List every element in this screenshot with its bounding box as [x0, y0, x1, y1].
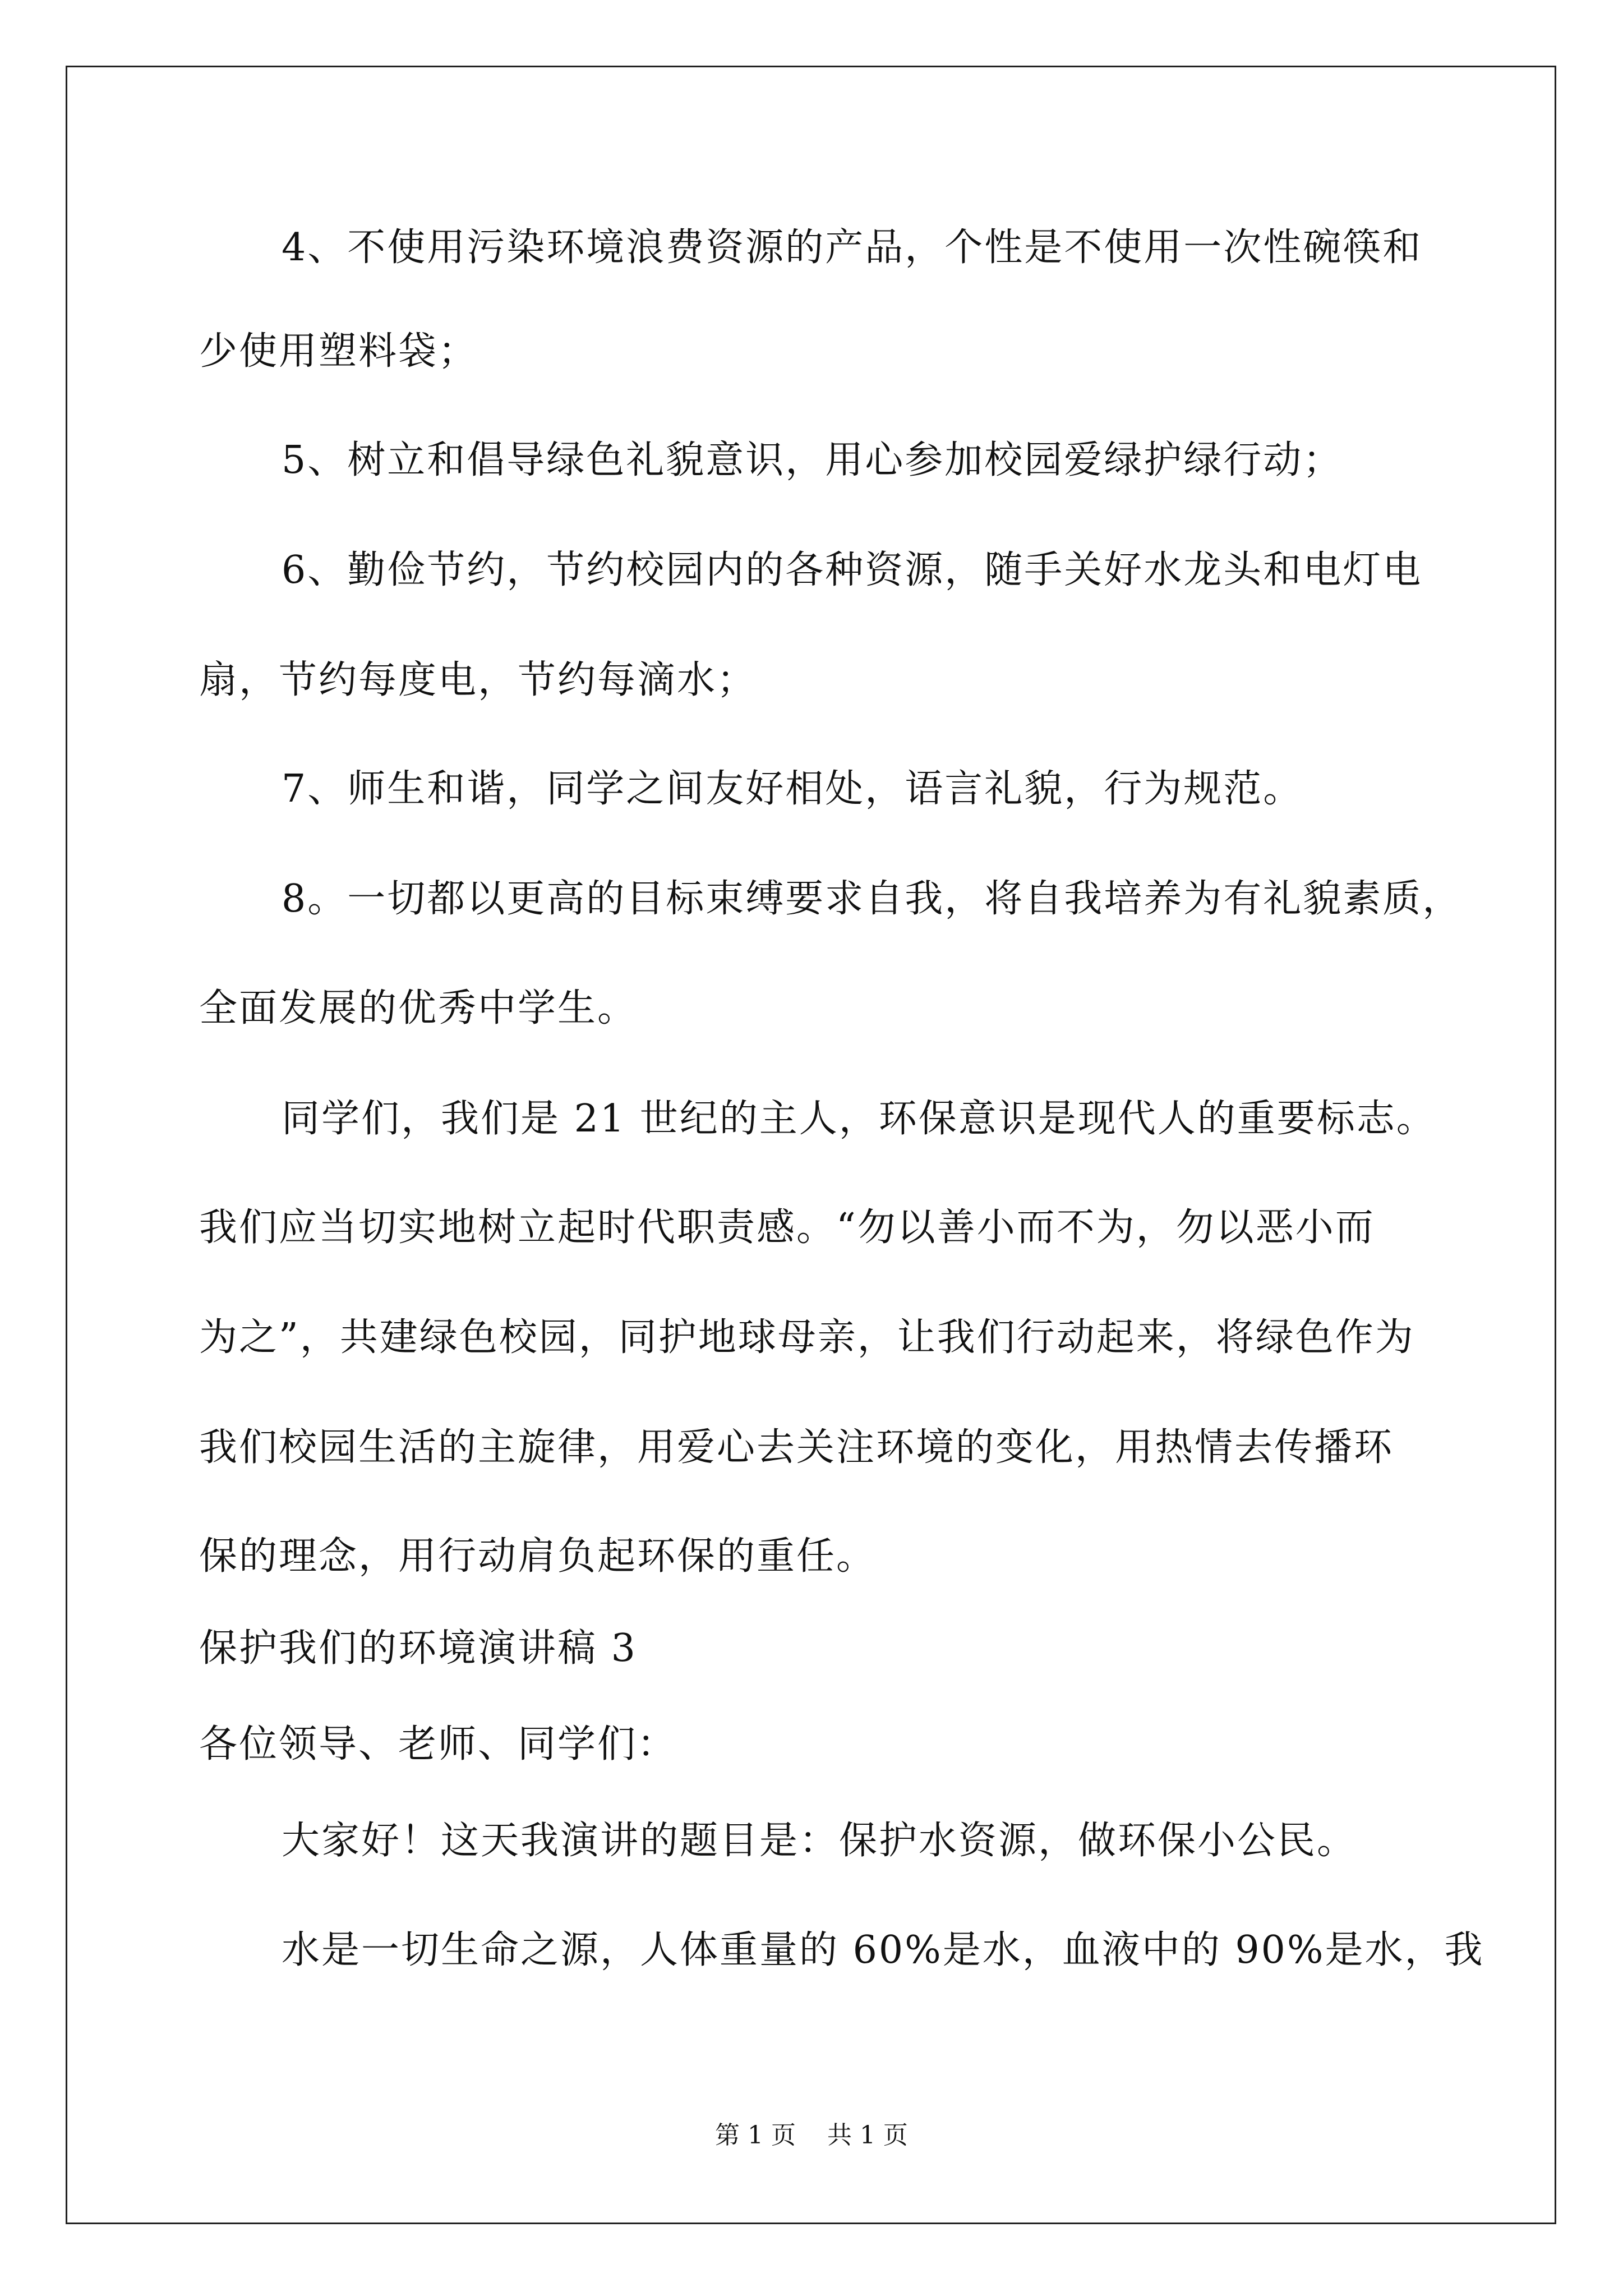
paragraph-line: 少使用塑料袋；: [199, 329, 478, 374]
salutation-line: 各位领导、老师、同学们：: [199, 1722, 677, 1766]
paragraph-line: 8。一切都以更高的目标束缚要求自我，将自我培养为有礼貌素质，: [282, 877, 1463, 921]
paragraph-line: 大家好！这天我演讲的题目是：保护水资源，做环保小公民。: [282, 1819, 1357, 1863]
page-number-footer: 第 1 页 共 1 页: [715, 2121, 908, 2150]
paragraph-line: 我们应当切实地树立起时代职责感。“勿以善小而不为，勿以恶小而: [199, 1205, 1375, 1250]
paragraph-line: 我们校园生活的主旋律，用爱心去关注环境的变化，用热情去传播环: [199, 1425, 1394, 1470]
paragraph-line: 5、树立和倡导绿色礼貌意识，用心参加校园爱绿护绿行动；: [282, 438, 1343, 482]
paragraph-line: 6、勤俭节约，节约校园内的各种资源，随手关好水龙头和电灯电: [282, 548, 1423, 592]
paragraph-line: 同学们，我们是 21 世纪的主人，环保意识是现代人的重要标志。: [282, 1097, 1436, 1141]
paragraph-line: 4、不使用污染环境浪费资源的产品，个性是不使用一次性碗筷和: [282, 226, 1423, 270]
paragraph-line: 7、师生和谐，同学之间友好相处，语言礼貌，行为规范。: [282, 767, 1303, 811]
paragraph-line: 全面发展的优秀中学生。: [199, 986, 638, 1030]
page-border: [66, 66, 1556, 2224]
paragraph-line: 为之”，共建绿色校园，同护地球母亲，让我们行动起来，将绿色作为: [199, 1315, 1415, 1360]
paragraph-line: 保的理念，用行动肩负起环保的重任。: [199, 1534, 877, 1579]
section-heading: 保护我们的环境演讲稿 3: [199, 1626, 637, 1671]
paragraph-line: 水是一切生命之源，人体重量的 60%是水，血液中的 90%是水，我: [282, 1928, 1484, 1972]
paragraph-line: 扇，节约每度电，节约每滴水；: [199, 658, 757, 702]
